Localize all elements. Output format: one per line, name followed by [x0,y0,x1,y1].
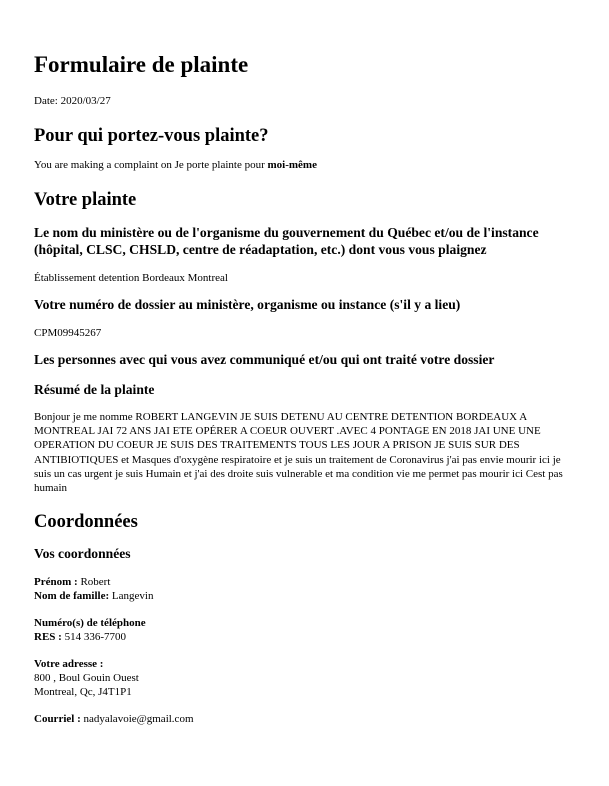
contact-heading: Coordonnées [34,512,138,533]
phone-value: 514 336-7700 [64,631,126,644]
date-value: 2020/03/27 [60,95,111,107]
summary-text: Bonjour je me nomme ROBERT LANGEVIN JE SUIS DETENU AU CENTRE DETENTION BORDEAUX A MONTREAL JAI 72 ANS JAI ETE OPÉRER A COEUR OUVERT .AVEC 4 PONTAGE EN 2018 JAI UNE UNE OPERATION DU COEUR JE SUIS DES TRAITEMENTS TOUS LES JOUR A PRISON JE SUIS SUR DES ANTIBIOTIQUES et Masques d'oxygène respiratoire et je suis un traitement de Coronavirus j'ai pas envie mourir ici je suis un cas urgent je suis Humain et j'ai des droite suis vulnerable et ma condition vie me permet pas mourir ici Cest pas humain [34,411,563,495]
summary-heading: Résumé de la plainte [34,382,155,397]
who-heading: Pour qui portez-vous plainte? [34,126,269,146]
who-statement [34,158,579,172]
phone-block [34,616,579,644]
address-line-1: 800 , Boul Gouin Ouest [34,672,139,685]
address-line-2: Montreal, Qc, J4T1P1 [34,686,132,699]
phone-label: RES : [34,631,62,644]
organization-value: Établissement detention Bordeaux Montreal [34,272,228,284]
phone-heading: Numéro(s) de téléphone [34,617,146,630]
dossier-value: CPM09945267 [34,327,102,339]
organization-question: Le nom du ministère ou de l'organisme du gouvernement du Québec et/ou de l'instance (hôpital, CLSC, CHSLD, centre de réadaptation, etc.) dont vous vous plaignez [34,225,539,257]
name-block [34,575,579,603]
email-value: nadyalavoie@gmail.com [83,713,194,726]
first-name-row [34,575,579,589]
who-value: moi-même [267,159,317,171]
last-name-value: Langevin [111,590,154,603]
complaint-heading: Votre plainte [34,190,137,210]
dossier-question: Votre numéro de dossier au ministère, organisme ou instance (s'il y a lieu) [34,297,461,312]
last-name-label: Nom de famille: [34,590,110,603]
last-name-row [34,589,579,603]
phone-row [34,630,579,644]
address-heading: Votre adresse : [34,658,104,671]
address-block [34,657,579,699]
email-label: Courriel : [34,713,81,726]
date-label: Date: [34,95,58,107]
email-block [34,712,579,726]
first-name-label: Prénom : [34,576,78,589]
page-title: Formulaire de plainte [34,52,249,77]
persons-question: Les personnes avec qui vous avez communiqué et/ou qui ont traité votre dossier [34,352,495,367]
form-date [34,94,579,108]
who-text: You are making a complaint on Je porte plainte pour [34,159,265,171]
first-name-value: Robert [80,576,111,589]
contact-subheading: Vos coordonnées [34,546,131,562]
